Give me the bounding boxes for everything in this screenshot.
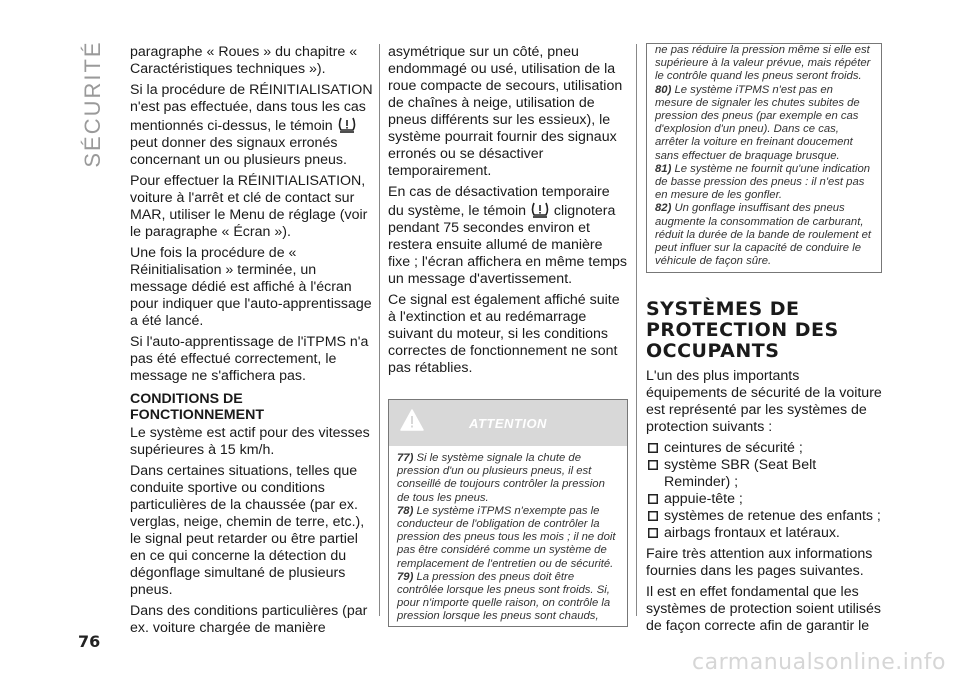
paragraph-text: clignotera pendant 75 secondes environ et restera ensuite allumé de manière fixe ; l'écran affichera en même temps un message d'avertissement.: [388, 203, 628, 287]
square-bullet-icon: [648, 460, 658, 470]
note-text: Le système iTPMS n'est pas en mesure de signaler les chutes subites de pression des pneus (par exemple en cas d'explosion d'un pneu). Dans ce cas, arrêter la voiture en freinant doucement sans effectuer de braquage brusque.: [655, 83, 860, 162]
section-title-vertical: [78, 40, 108, 168]
paragraph: Une fois la procédure de « Réinitialisation » terminée, un message dédié est affiché à l'écran pour indiquer que l'auto-apprentissage a été lancé.: [130, 245, 372, 329]
note-list: [389, 446, 627, 626]
note-number: 78): [397, 504, 414, 517]
note-text: Un gonflage insuffisant des pneus augmente la consommation de carburant, réduit la durée de la bande de roulement et peut influer sur la capacité de conduire le véhicule de façon sûre.: [655, 202, 872, 268]
paragraph-text: En cas de désactivation temporaire du système, le témoin: [388, 184, 610, 219]
note-item: [397, 452, 619, 505]
note-text: Le système ne fournit qu'une indication de basse pression des pneus : il n'est pas en mesure de les gonfler.: [655, 162, 871, 202]
paragraph: asymétrique sur un côté, pneu endommagé ou usé, utilisation de la roue compacte de secours, utilisation de chaînes à neige, utilisation de pneus différents sur les essieux), le système pourrait fournir des signaux erronés ou se désactiver temporairement.: [388, 44, 623, 179]
section-title-text: SÉCURITÉ: [80, 40, 105, 168]
paragraph: [130, 82, 375, 169]
paragraph: paragraphe « Roues » du chapitre « Caractéristiques techniques »).: [130, 44, 358, 77]
note-text: La pression des pneus doit être contrôlée lorsque les pneus sont froids. Si, pour n'importe quelle raison, on contrôle la pression lorsque les pneus sont chauds,: [397, 570, 611, 623]
paragraph: Il est en effet fondamental que les systèmes de protection soient utilisés de façon correcte afin de garantir le: [646, 584, 881, 635]
page-number: 76: [78, 632, 101, 651]
section-heading: SYSTÈMES DE PROTECTION DES OCCUPANTS: [646, 298, 839, 363]
bullet-list: [646, 440, 882, 542]
attention-box-continued: [646, 43, 882, 273]
subheading-conditions: CONDITIONS DE FONCTIONNEMENT: [130, 391, 264, 423]
square-bullet-icon: [648, 528, 658, 538]
attention-box: [388, 399, 628, 627]
paragraph: L'un des plus importants équipements de sécurité de la voiture est représenté par les systèmes de protection suivants :: [646, 368, 882, 436]
paragraph: Le système est actif pour des vitesses supérieures à 15 km/h.: [130, 425, 370, 458]
note-item: [397, 571, 619, 624]
text-column-2: [388, 44, 628, 627]
note-text: Le système iTPMS n'exempte pas le conducteur de l'obligation de contrôler la pression des pneus tous les mois ; il ne doit pas être considéré comme un système de remplacement de l'entretien ou de sécurité.: [397, 504, 616, 570]
list-item-text: airbags frontaux et latéraux.: [664, 525, 840, 542]
paragraph: Dans certaines situations, telles que conduite sportive ou conditions particulières de la chaussée (par ex. verglas, neige, chemin de terre, etc.), le signal peut retarder ou être partiel en ce qui concerne la détection du dégonflage simultané de plusieurs pneus.: [130, 463, 365, 598]
paragraph: Si l'auto-apprentissage de l'iTPMS n'a pas été effectué correctement, le message ne s'affichera pas.: [130, 334, 369, 384]
tire-pressure-warning-icon: [530, 201, 550, 219]
paragraph: [388, 184, 628, 288]
attention-label: ATTENTION: [469, 416, 547, 431]
column-divider: [636, 44, 637, 616]
watermark: carmanualsonline.info: [692, 650, 946, 675]
paragraph: Pour effectuer la RÉINITIALISATION, voiture à l'arrêt et clé de contact sur MAR, utiliser le Menu de réglage (voir le paragraphe « Écran »).: [130, 173, 368, 240]
square-bullet-icon: [648, 511, 658, 521]
paragraph-text: Si la procédure de RÉINITIALISATION n'est pas effectuée, dans tous les cas mentionnés ci-dessus, le témoin: [130, 82, 373, 134]
list-item: [646, 457, 882, 491]
list-item: [646, 440, 882, 457]
text-column-1: [130, 44, 375, 641]
list-item: [646, 508, 882, 525]
attention-header: [389, 400, 627, 446]
note-number: 80): [655, 83, 672, 96]
square-bullet-icon: [648, 494, 658, 504]
note-item: [655, 84, 873, 163]
note-item: [397, 505, 619, 571]
note-number: 81): [655, 162, 672, 175]
paragraph: Dans des conditions particulières (par ex. voiture chargée de manière: [130, 603, 368, 636]
note-number: 82): [655, 202, 672, 215]
list-item-text: systèmes de retenue des enfants ;: [664, 508, 881, 525]
note-item: [655, 202, 873, 268]
paragraph-text: peut donner des signaux erronés concernant un ou plusieurs pneus.: [130, 135, 347, 168]
note-item: [655, 163, 873, 203]
list-item: [646, 525, 882, 542]
square-bullet-icon: [648, 443, 658, 453]
note-text: Si le système signale la chute de pression d'un ou plusieurs pneus, il est conseillé de toujours contrôler la pression de tous les pneus.: [397, 452, 605, 504]
tire-pressure-warning-icon: [337, 116, 357, 134]
text-column-3: [646, 44, 882, 639]
list-item-text: appuie-tête ;: [664, 491, 743, 508]
note-number: 77): [397, 452, 414, 464]
column-divider: [379, 44, 380, 616]
note-number: 79): [397, 570, 414, 583]
list-item: [646, 491, 882, 508]
note-continued-text: ne pas réduire la pression même si elle est supérieure à la valeur prévue, mais répéter le contrôle quand les pneus seront froids.: [655, 44, 871, 83]
list-item-text: ceintures de sécurité ;: [664, 440, 803, 457]
paragraph: Ce signal est également affiché suite à l'extinction et au redémarrage suivant du moteur, si les conditions correctes de fonctionnement ne sont pas rétablies.: [388, 292, 620, 376]
paragraph: Faire très attention aux informations fournies dans les pages suivantes.: [646, 546, 873, 580]
list-item-text: système SBR (Seat Belt Reminder) ;: [664, 457, 817, 491]
